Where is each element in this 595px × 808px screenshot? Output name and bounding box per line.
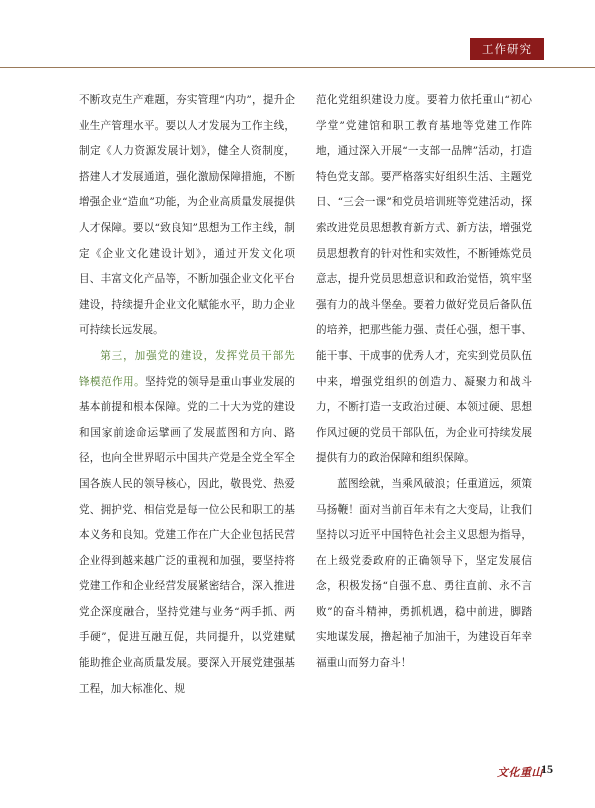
- paragraph: 蓝图绘就，当乘风破浪；任重道远，须策马扬鞭！面对当前百年未有之大变局，让我们坚持以习近平中国特色社会主义思想为指导，在上级党委政府的正确领导下，坚定发展信念，积极发扬“自强不息、勇往直前、永不言败”的奋斗精神，勇抓机遇，稳中前进，脚踏实地谋发展，撸起袖子加油干，为建设百年幸福重山而努力奋斗！: [316, 477, 532, 670]
- paragraph: [79, 344, 295, 702]
- magazine-logo: 文化重山: [497, 766, 543, 779]
- section-subheading: 第三，加强党的建设，发挥党员干部先锋模范作用。: [79, 349, 295, 388]
- left-column: [79, 88, 295, 702]
- page-number: 15: [541, 762, 553, 776]
- section-tag: 工作研究: [470, 38, 544, 60]
- right-column: [316, 88, 532, 677]
- paragraph: 范化党组织建设力度。要着力依托重山“初心学堂”党建馆和职工教育基地等党建工作阵地，通过深入开展“一支部一品牌”活动，打造特色党支部。要严格落实好组织生活、主题党日、“三会一课”和党员培训班等党建活动，探索改进党员思想教育新方式、新方法，增强党员思想教育的针对性和实效性，不断锤炼党员意志，提升党员思想意识和政治觉悟，筑牢坚强有力的战斗堡垒。要着力做好党员后备队伍的培养，把那些能力强、责任心强，想干事、能干事、干成事的优秀人才，充实到党员队伍中来，增强党组织的创造力、凝聚力和战斗力，不断打造一支政治过硬、本领过硬、思想作风过硬的党员干部队伍，为企业可持续发展提供有力的政治保障和组织保障。: [316, 94, 532, 465]
- header-rule: [0, 67, 595, 68]
- paragraph: 不断攻克生产难题，夯实管理“内功”，提升企业生产管理水平。要以人才发展为工作主线，制定《人力资源发展计划》，健全人资制度，搭建人才发展通道，强化激励保障措施，不断增强企业“造血”功能，为企业高质量发展提供人才保障。要以“致良知”思想为工作主线，制定《企业文化建设计划》，通过开发文化项目、丰富文化产品等，不断加强企业文化平台建设，持续提升企业文化赋能水平，助力企业可持续长远发展。: [79, 94, 295, 337]
- paragraph-body: 坚持党的领导是重山事业发展的基本前提和根本保障。党的二十大为党的建设和国家前途命运擘画了发展蓝图和方向、路径，也向全世界昭示中国共产党是全党全军全国各族人民的领导核心，因此，敬畏党、热爱党、拥护党、相信党是每一位公民和职工的基本义务和良知。党建工作在广大企业包括民营企业得到越来越广泛的重视和加强，要坚持将党建工作和企业经营发展紧密结合，深入推进党企深度融合，坚持党建与业务“两手抓、两手硬”，促进互融互促，共同提升，以党建赋能助推企业高质量发展。要深入开展党建强基工程，加大标准化、规: [79, 375, 295, 695]
